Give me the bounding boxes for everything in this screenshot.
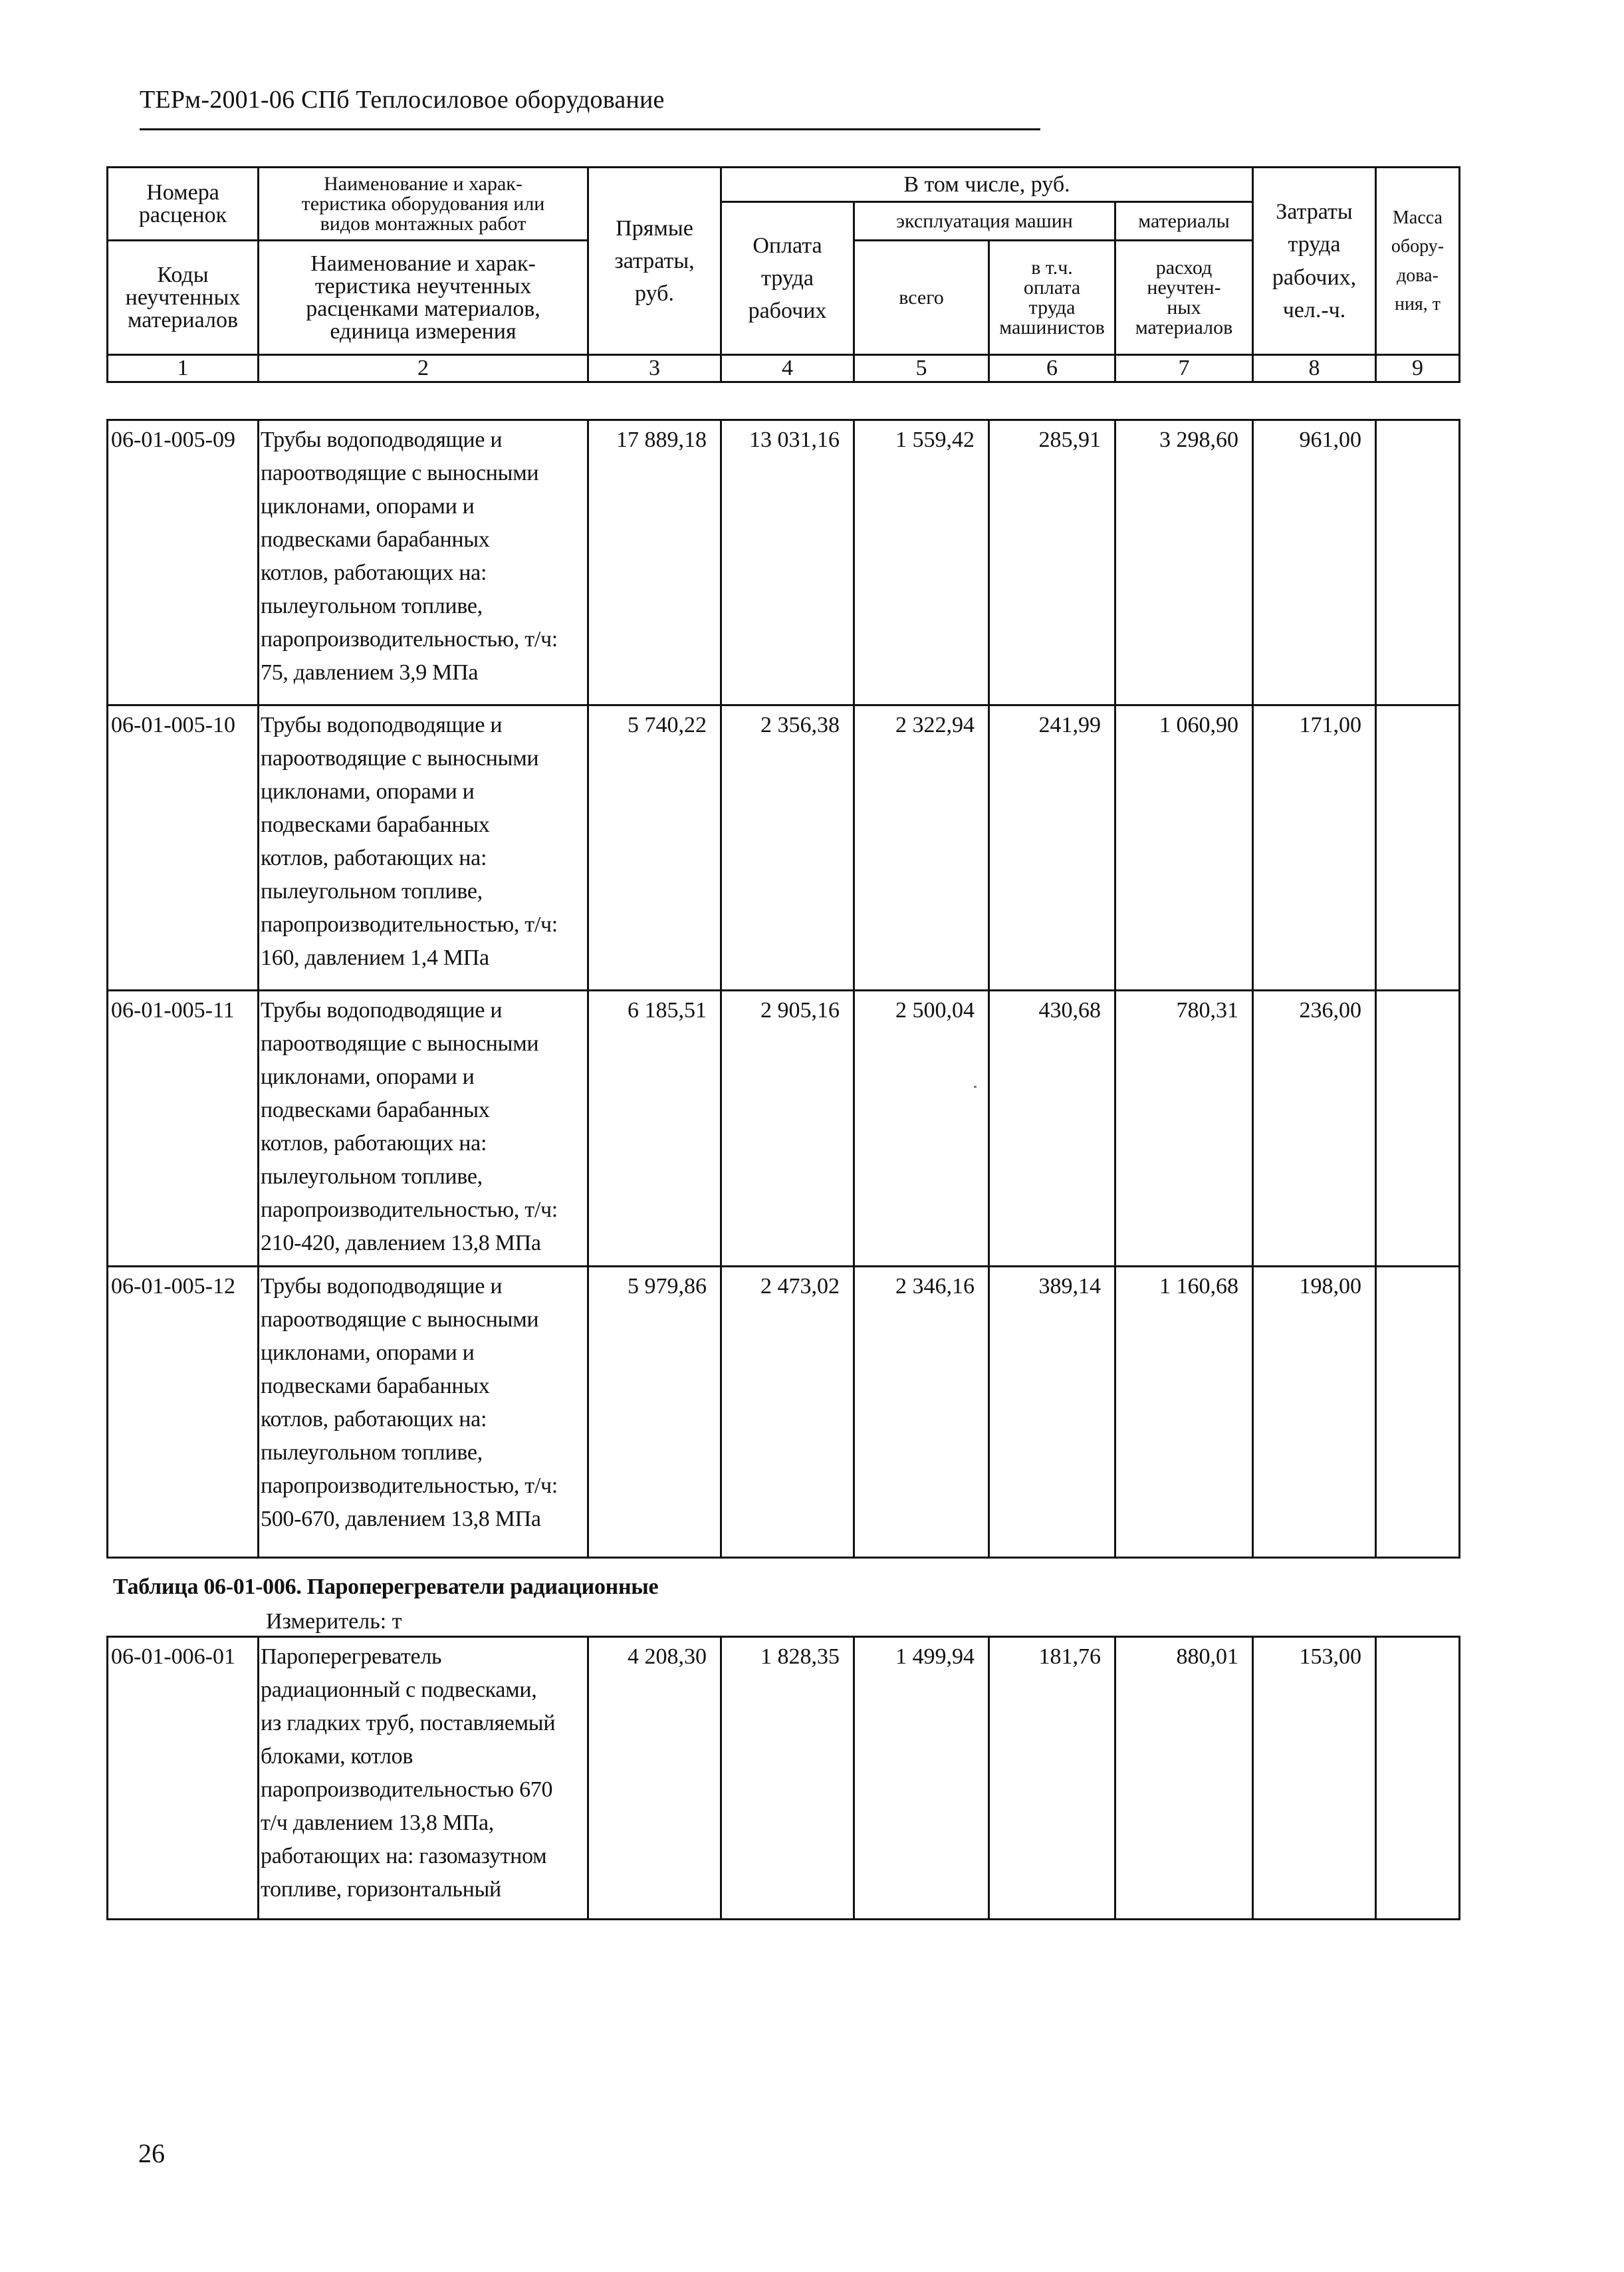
col1-bottom-header: Коды неучтенных материалов xyxy=(108,241,259,355)
labor-pay: 2 905,16 xyxy=(721,991,854,1267)
col-number: 3 xyxy=(588,355,721,382)
col7-header: расход неучтен- ных материалов xyxy=(1115,241,1253,355)
col2-top-header: Наименование и харак- теристика оборудования или видов монтажных работ xyxy=(259,168,588,241)
labor-hours: 171,00 xyxy=(1253,705,1376,991)
col4-header: Оплата труда рабочих xyxy=(721,202,854,355)
direct-costs: 5 740,22 xyxy=(588,705,721,991)
machines-header: эксплуатация машин xyxy=(854,202,1115,241)
machines-total: 1 559,42 xyxy=(854,420,989,705)
col5-header: всего xyxy=(854,241,989,355)
rate-code: 06-01-005-11 xyxy=(108,991,259,1267)
machinists-pay: 241,99 xyxy=(989,705,1115,991)
machines-total: 2 500,04 xyxy=(854,991,989,1267)
work-description: Трубы водоподводящие и пароотводящие с выносными циклонами, опорами и подвесками барабанных котлов, работающих на: пылеугольном топливе, паропроизводительностью, т/ч: 500-670, давлением 13,8 МПа xyxy=(259,1267,588,1558)
materials-cost: 3 298,60 xyxy=(1115,420,1253,705)
col1-top-header: Номера расценок xyxy=(108,168,259,241)
work-description: Пароперегреватель радиационный с подвесками, из гладких труб, поставляемый блоками, котлов паропроизводительностью 670 т/ч давлением 13,8 МПа, работающих на: газомазутном топливе, горизонтальный xyxy=(259,1637,588,1920)
col-number: 6 xyxy=(989,355,1115,382)
rate-code: 06-01-005-12 xyxy=(108,1267,259,1558)
direct-costs: 4 208,30 xyxy=(588,1637,721,1920)
labor-pay: 13 031,16 xyxy=(721,420,854,705)
equipment-mass xyxy=(1376,705,1460,991)
page-number: 26 xyxy=(138,2138,165,2168)
labor-hours: 153,00 xyxy=(1253,1637,1376,1920)
work-description: Трубы водоподводящие и пароотводящие с выносными циклонами, опорами и подвесками барабанных котлов, работающих на: пылеугольном топливе, паропроизводительностью, т/ч: 75, давлением 3,9 МПа xyxy=(259,420,588,705)
data-table xyxy=(106,419,1460,1559)
labor-hours: 961,00 xyxy=(1253,420,1376,705)
table-caption: Таблица 06-01-006. Пароперегреватели радиационные xyxy=(113,1575,659,1599)
direct-costs: 6 185,51 xyxy=(588,991,721,1267)
table-row xyxy=(108,420,1460,705)
col3-header: Прямые затраты, руб. xyxy=(588,168,721,355)
scan-artifact xyxy=(974,1086,977,1088)
col8-header: Затраты труда рабочих, чел.-ч. xyxy=(1253,168,1376,355)
group-header: В том числе, руб. xyxy=(721,168,1253,202)
col-number: 5 xyxy=(854,355,989,382)
col2-bottom-header: Наименование и харак- теристика неучтенных расценками материалов, единица измерения xyxy=(259,241,588,355)
work-description: Трубы водоподводящие и пароотводящие с выносными циклонами, опорами и подвесками барабанных котлов, работающих на: пылеугольном топливе, паропроизводительностью, т/ч: 160, давлением 1,4 МПа xyxy=(259,705,588,991)
col-number: 9 xyxy=(1376,355,1460,382)
materials-header: материалы xyxy=(1115,202,1253,241)
equipment-mass xyxy=(1376,991,1460,1267)
col-number: 2 xyxy=(259,355,588,382)
col-number: 7 xyxy=(1115,355,1253,382)
machinists-pay: 181,76 xyxy=(989,1637,1115,1920)
table-row xyxy=(108,1637,1460,1920)
col9-header: Масса обору- дова- ния, т xyxy=(1376,168,1460,355)
labor-hours: 198,00 xyxy=(1253,1267,1376,1558)
materials-cost: 1 060,90 xyxy=(1115,705,1253,991)
table-row xyxy=(108,705,1460,991)
machines-total: 1 499,94 xyxy=(854,1637,989,1920)
equipment-mass xyxy=(1376,1637,1460,1920)
equipment-mass xyxy=(1376,1267,1460,1558)
meter-caption: Измеритель: т xyxy=(266,1609,402,1634)
machines-total: 2 322,94 xyxy=(854,705,989,991)
machinists-pay: 430,68 xyxy=(989,991,1115,1267)
col-number: 4 xyxy=(721,355,854,382)
table-row xyxy=(108,991,1460,1267)
machines-total: 2 346,16 xyxy=(854,1267,989,1558)
rate-code: 06-01-005-10 xyxy=(108,705,259,991)
rate-code: 06-01-006-01 xyxy=(108,1637,259,1920)
work-description: Трубы водоподводящие и пароотводящие с выносными циклонами, опорами и подвесками барабанных котлов, работающих на: пылеугольном топливе, паропроизводительностью, т/ч: 210-420, давлением 13,8 МПа xyxy=(259,991,588,1267)
page-header: ТЕРм-2001-06 СПб Теплосиловое оборудование xyxy=(140,86,665,114)
table-header xyxy=(106,166,1460,383)
data-table-2 xyxy=(106,1636,1460,1920)
machinists-pay: 389,14 xyxy=(989,1267,1115,1558)
table-row xyxy=(108,1267,1460,1558)
col-number: 8 xyxy=(1253,355,1376,382)
labor-pay: 2 473,02 xyxy=(721,1267,854,1558)
header-rule xyxy=(140,128,1040,130)
rate-code: 06-01-005-09 xyxy=(108,420,259,705)
col6-header: в т.ч. оплата труда машинистов xyxy=(989,241,1115,355)
direct-costs: 17 889,18 xyxy=(588,420,721,705)
materials-cost: 880,01 xyxy=(1115,1637,1253,1920)
direct-costs: 5 979,86 xyxy=(588,1267,721,1558)
labor-pay: 1 828,35 xyxy=(721,1637,854,1920)
labor-pay: 2 356,38 xyxy=(721,705,854,991)
col-number: 1 xyxy=(108,355,259,382)
materials-cost: 780,31 xyxy=(1115,991,1253,1267)
labor-hours: 236,00 xyxy=(1253,991,1376,1267)
equipment-mass xyxy=(1376,420,1460,705)
materials-cost: 1 160,68 xyxy=(1115,1267,1253,1558)
machinists-pay: 285,91 xyxy=(989,420,1115,705)
